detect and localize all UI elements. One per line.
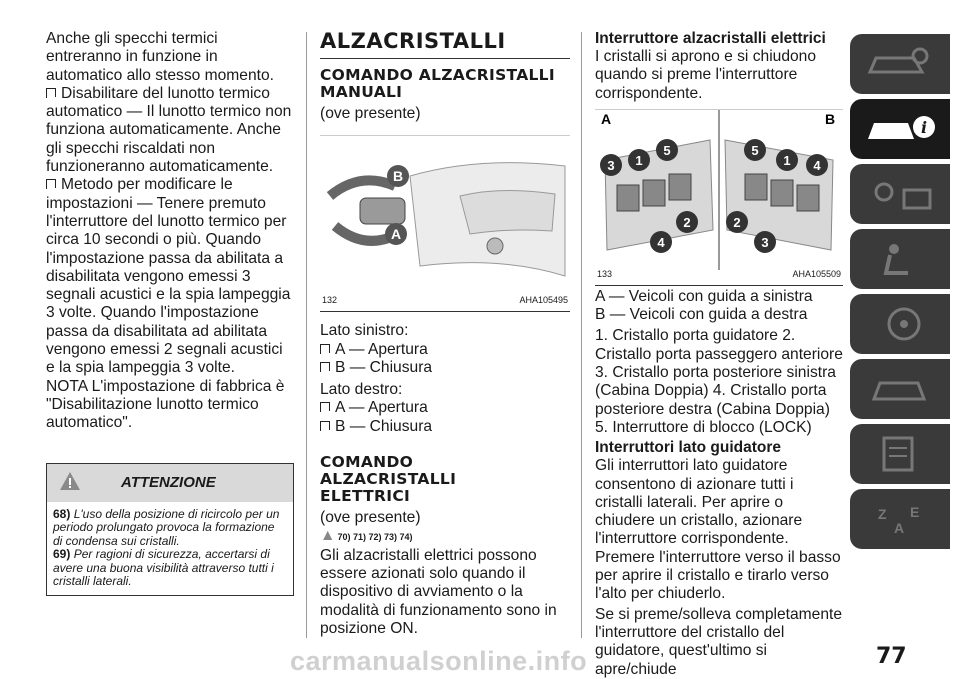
warning-body: 68) L'uso della posizione di ricircolo per un periodo prolungato provoca la formazione di condensa sui cristalli. 69) Per ragioni di sicurezza, accertarsi di avere una buona visibilità attraverso tutti i cristalli laterali. [53, 506, 280, 589]
column-divider [306, 32, 307, 638]
car-info-icon [864, 111, 936, 147]
callout-number: 4 [813, 157, 821, 173]
bullet-icon [320, 344, 331, 354]
warning-box [46, 463, 294, 596]
svg-text:Z: Z [878, 506, 887, 522]
spec-sheet-icon [864, 436, 936, 472]
column-3 [595, 30, 843, 679]
svg-text:A: A [894, 520, 905, 536]
svg-text:E: E [910, 504, 920, 520]
power-window-switch-illustration [595, 110, 843, 270]
warning-header [47, 464, 293, 502]
figure-window-switches [595, 109, 843, 286]
steering-wheel-icon [864, 306, 936, 342]
callout-number: 2 [733, 214, 741, 230]
tab-warning-lights[interactable] [850, 164, 950, 224]
body-paragraph: Se si preme/solleva completamente l'interruttore del cristallo del guidatore, quest'ultimo si apre/chiude [595, 605, 843, 678]
figure-caption: 132 AHA105495 [322, 295, 568, 305]
page-number: 77 [876, 644, 907, 669]
callout-number: 4 [657, 234, 665, 250]
label-a: A [390, 226, 402, 243]
availability-note: (ove presente) [320, 509, 421, 527]
figure-caption: 133 AHA105509 [597, 268, 841, 279]
body-paragraph: Gli interruttori lato guidatore consentono di azionare tutti i cristalli laterali. Per aprire o chiudere un cristallo, azionare l'interruttore corrispondente. Premere l'interruttore verso il basso per aprire il cristallo e tirarlo verso l'alto per chiuderlo. [595, 457, 841, 603]
note-paragraph: NOTA L'impostazione di fabbrica è "Disabilitazione lunotto termico automatico". [46, 377, 285, 432]
section-title: Interruttore alzacristalli elettrici [595, 30, 826, 47]
subsection-title: Interruttori lato guidatore [595, 439, 781, 457]
tab-car-search[interactable] [850, 34, 950, 94]
availability-note: (ove presente) [320, 105, 421, 122]
car-breakdown-icon [864, 371, 936, 407]
subsection-title: COMANDO ALZACRISTALLI MANUALI [320, 66, 555, 101]
warning-icon: ▲ [320, 527, 336, 545]
label-b: B [392, 168, 404, 185]
intro-paragraph: I cristalli si aprono e si chiudono quando si preme l'interruttore corrispondente. [595, 48, 817, 102]
bullet-icon [320, 402, 331, 412]
panel-label-a: A [601, 110, 612, 127]
callout-number: 3 [607, 157, 615, 173]
legend-b: B — Veicoli con guida a destra [595, 306, 808, 324]
body-paragraph: Gli alzacristalli elettrici possono essere azionati solo quando il dispositivo di avviamento o la modalità di funzionamento sono in posizione ON. [320, 546, 557, 637]
bullet-item: B — Chiusura [320, 359, 570, 377]
bullet-icon [46, 88, 57, 98]
callout-number: 5 [663, 142, 671, 158]
tab-specs[interactable] [850, 424, 950, 484]
chapter-sidebar [850, 34, 960, 554]
intro-paragraph: Anche gli specchi termici entreranno in funzione in automatico allo stesso momento. [46, 30, 274, 84]
svg-text:i: i [920, 118, 928, 137]
warning-refs: ▲ 70) 71) 72) 73) 74) [320, 527, 413, 545]
tab-safety[interactable] [850, 229, 950, 289]
bullet-icon [320, 362, 331, 372]
tab-car-info[interactable] [850, 99, 950, 159]
bullet-item: A — Apertura [320, 399, 570, 417]
callout-number: 2 [683, 214, 691, 230]
section-title: ALZACRISTALLI [320, 30, 570, 59]
tab-driving[interactable] [850, 294, 950, 354]
bullet-icon [320, 421, 331, 431]
warning-light-icon [864, 176, 936, 212]
car-search-icon [864, 46, 936, 82]
column-divider [581, 32, 582, 638]
warning-icon [59, 470, 81, 492]
legend-items: 1. Cristallo porta guidatore 2. Cristallo porta passeggero anteriore 3. Cristallo porta posteriore sinistra (Cabina Doppia) 4. Cristallo porta posteriore destra (Cabina Doppia) 5. Interruttore di blocco (LOCK) [595, 327, 843, 436]
watermark: carmanualsonline.info [290, 646, 588, 676]
manual-window-crank-illustration [320, 136, 570, 296]
alphabet-index-icon [864, 501, 936, 537]
bullet-item: Disabilitare del lunotto termico automatico — Il lunotto termico non funziona automaticamente. Anche gli specchi riscaldati non funzioneranno automaticamente. [46, 84, 292, 176]
tab-emergency[interactable] [850, 359, 950, 419]
bullet-item: B — Chiusura [320, 418, 570, 436]
column-1 [46, 30, 294, 596]
bullet-item: Metodo per modificare le impostazioni — Tenere premuto l'interruttore del lunotto termico per circa 10 secondi o più. Quando l'impostazione passa da abilitata a disabilitata vengono emessi 3 segnali acustici e la spia lampeggia 3 volte. Quando l'impostazione passa da disabilitata ad abilitata vengono emessi 2 segnali acustici e la spia lampeggia 3 volte. [46, 176, 291, 377]
callout-number: 3 [761, 234, 769, 250]
bullet-icon [46, 179, 57, 189]
callout-number: 1 [635, 152, 643, 168]
airbag-seat-icon [864, 241, 936, 277]
left-side-label: Lato sinistro: [320, 322, 409, 340]
subsection-title: COMANDO ALZACRISTALLI ELETTRICI [320, 453, 457, 506]
callout-number: 5 [751, 142, 759, 158]
warning-title: ATTENZIONE [121, 473, 216, 491]
figure-manual-crank [320, 135, 570, 312]
callout-number: 1 [783, 152, 791, 168]
legend-a: A — Veicoli con guida a sinistra [595, 287, 813, 305]
right-side-label: Lato destro: [320, 381, 403, 399]
column-2 [320, 30, 570, 638]
tab-index[interactable] [850, 489, 950, 549]
bullet-item: A — Apertura [320, 341, 570, 359]
panel-label-b: B [825, 110, 836, 127]
